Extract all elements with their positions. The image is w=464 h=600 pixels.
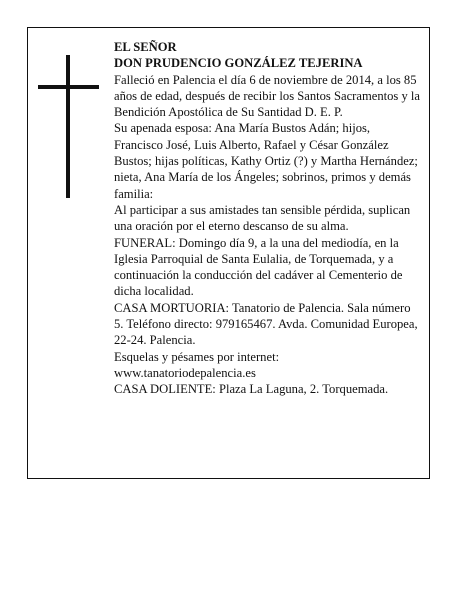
funeral-home-info: CASA MORTUORIA: Tanatorio de Palencia. Sala número 5. Teléfono directo: 979165467. Avda. Comunidad Europea, 22-24. Palencia.	[114, 300, 418, 348]
death-announcement: Falleció en Palencia el día 6 de noviembre de 2014, a los 85 años de edad, después de recibir los Santos Sacramentos y la Bendición Apostólica de Su Santidad D. E. P.	[114, 72, 421, 120]
deceased-name: DON PRUDENCIO GONZÁLEZ TEJERINA	[114, 56, 363, 71]
family-home-address: CASA DOLIENTE: Plaza La Laguna, 2. Torquemada.	[114, 382, 389, 397]
title-line-1: EL SEÑOR	[114, 40, 177, 54]
cross-horizontal-bar	[38, 85, 99, 89]
funeral-info: FUNERAL: Domingo día 9, a la una del mediodía, en la Iglesia Parroquial de Santa Eulalia, de Torquemada, y a continuación la conducción del cadáver al Cementerio de dicha localidad.	[114, 235, 403, 299]
prayer-request: Al participar a sus amistades tan sensible pérdida, suplican una oración por el eterno descanso de su alma.	[114, 202, 411, 234]
cross-vertical-bar	[66, 55, 70, 198]
obituary-text	[114, 39, 420, 398]
family-list: Su apenada esposa: Ana María Bustos Adán; hijos, Francisco José, Luis Alberto, Rafael y César González Bustos; hijas políticas, Kathy Ortiz (?) y Martha Hernández; nieta, Ana María de los Ángeles; sobrinos, primos y demás familia:	[114, 121, 418, 201]
online-condolences: Esquelas y pésames por internet: www.tanatoriodepalencia.es	[114, 349, 280, 380]
